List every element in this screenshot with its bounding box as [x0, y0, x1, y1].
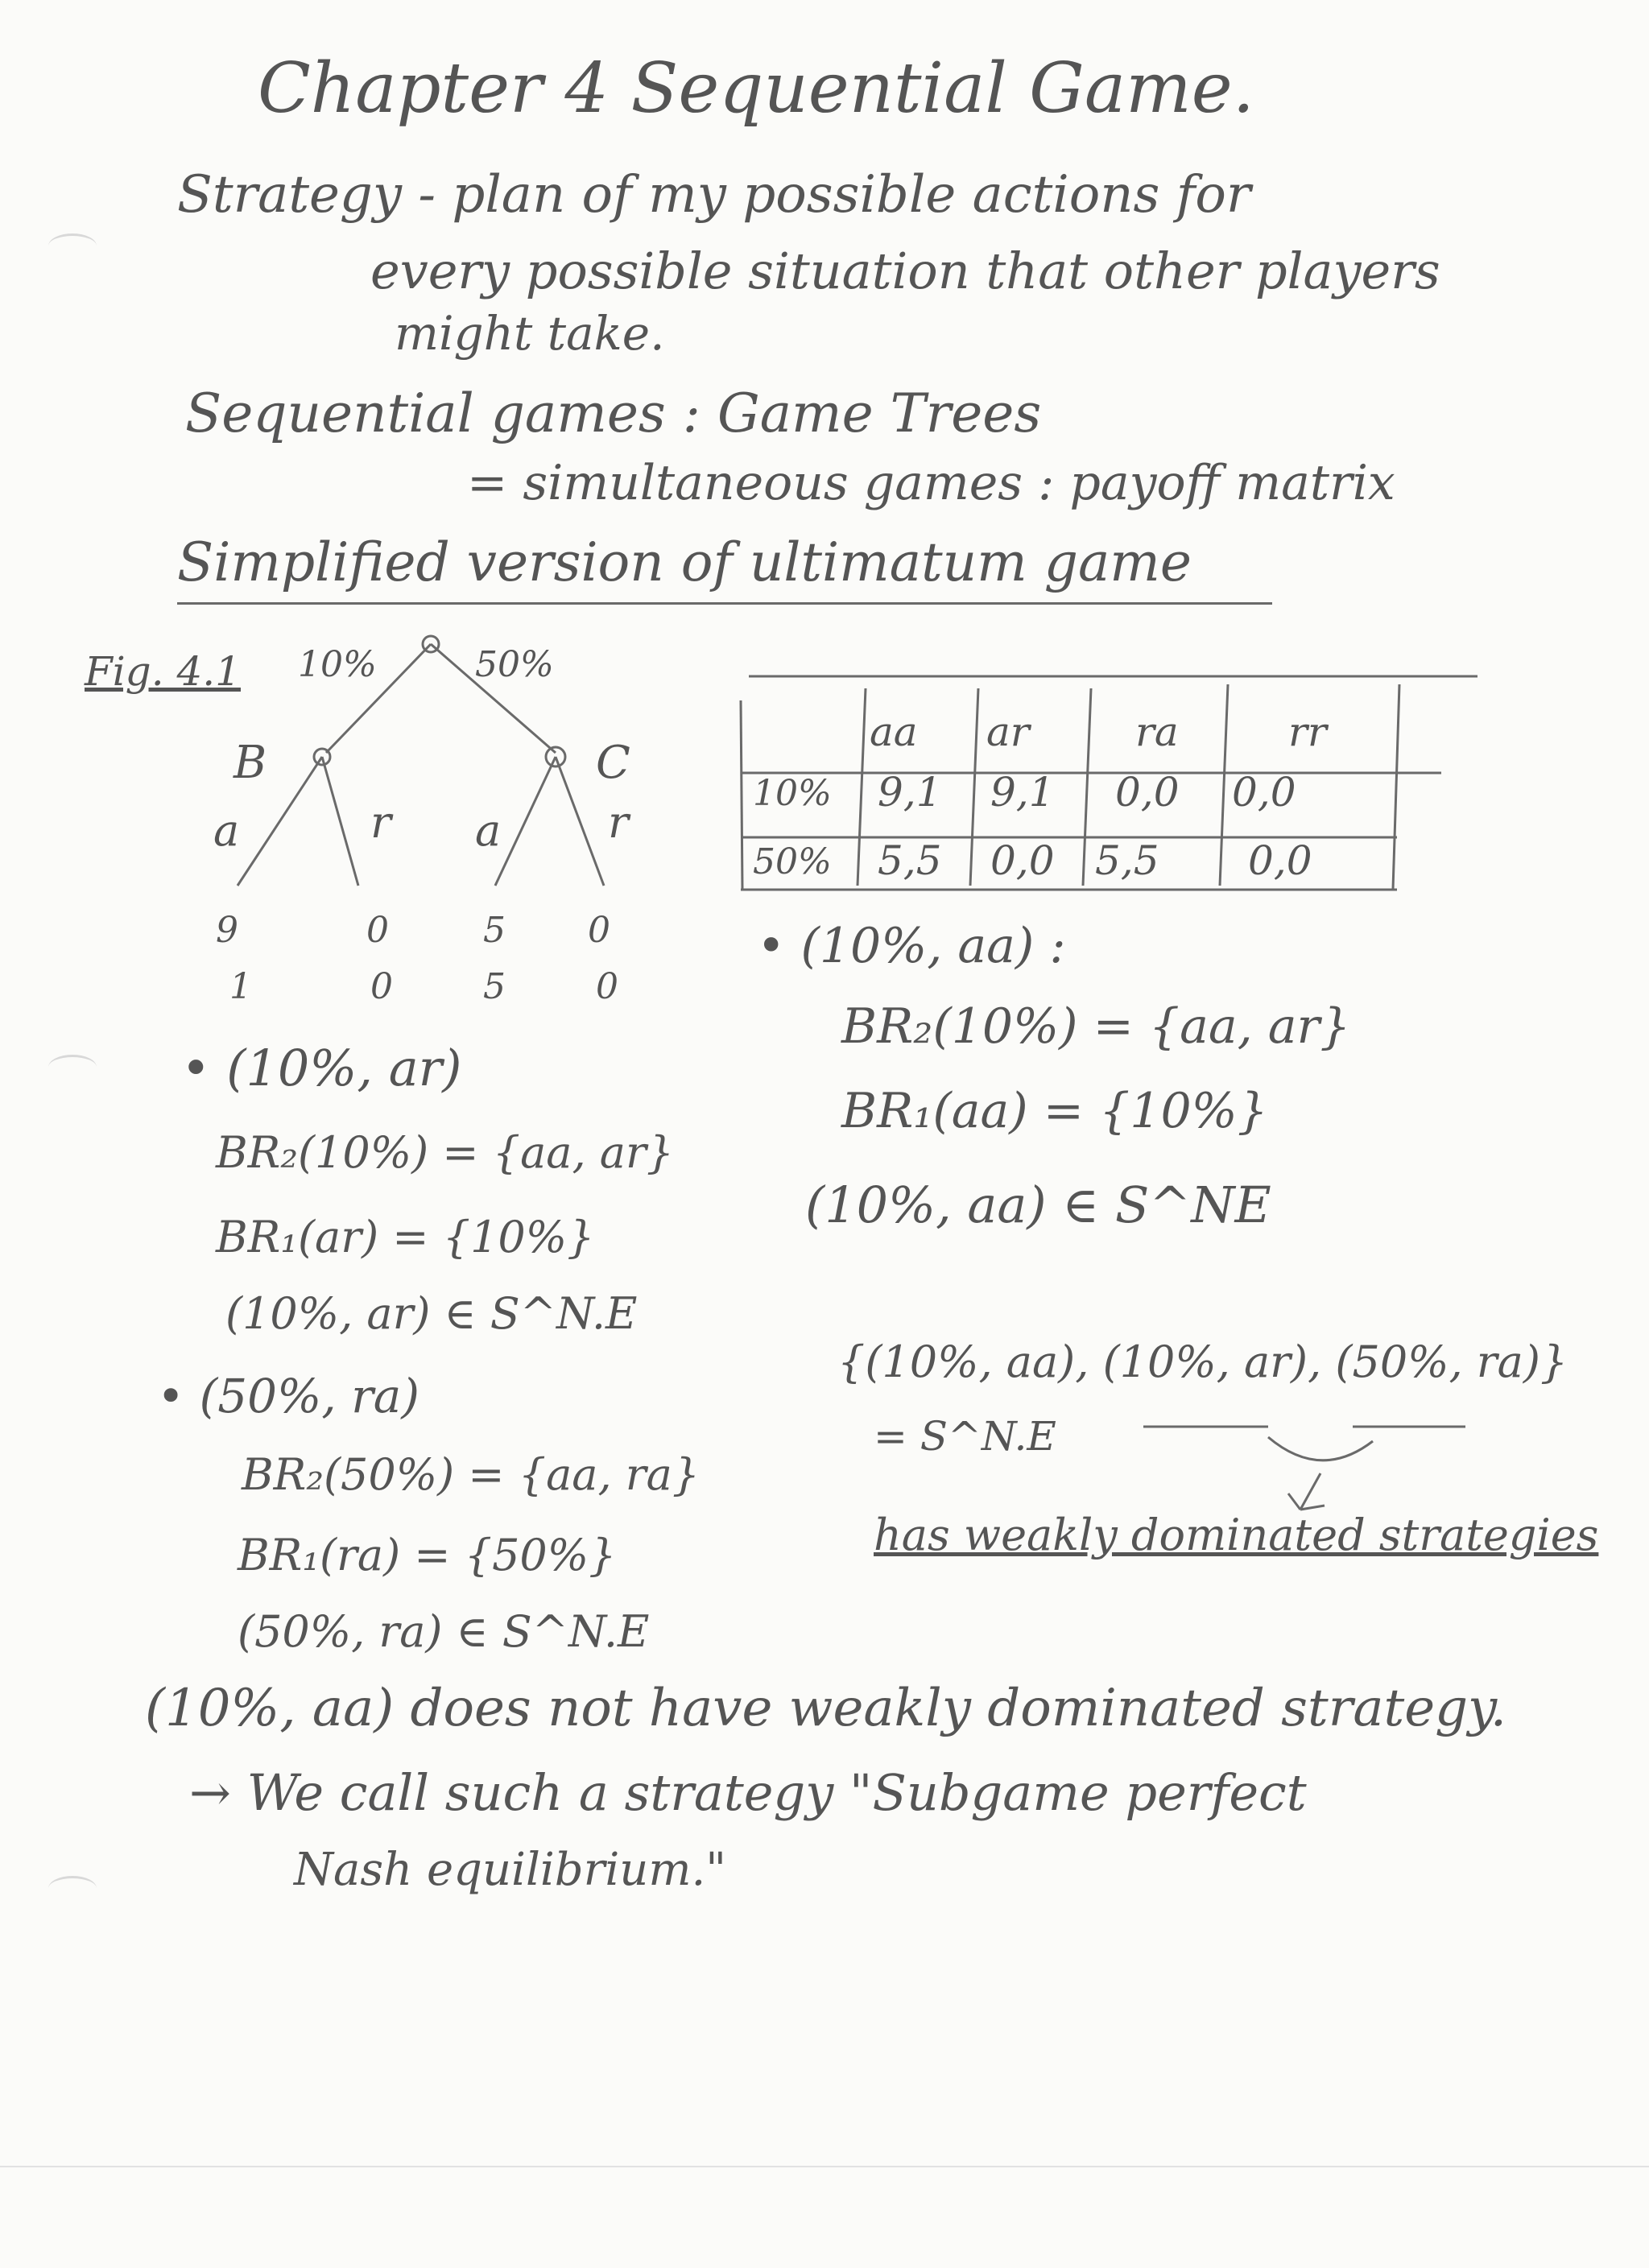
payoff-top-3: 5: [483, 910, 506, 951]
strategy-definition-line3: might take.: [395, 306, 665, 361]
comparison-line1: Sequential games : Game Trees: [185, 382, 1042, 444]
payoff-top-2: 0: [366, 910, 389, 951]
matrix-cell: 5,5: [878, 837, 942, 884]
page-bottom-edge: [0, 2166, 1649, 2167]
matrix-cell: 0,0: [1248, 837, 1312, 884]
game-tree: [0, 0, 725, 370]
tree-left-r: r: [370, 797, 391, 848]
left-analysis-line: (50%, ra) ∈ S^N.E: [238, 1606, 650, 1657]
tree-left-a: a: [213, 805, 240, 856]
node-c: [546, 747, 565, 766]
conclusion-line2: → We call such a strategy "Subgame perfect: [189, 1763, 1307, 1822]
matrix-col-aa: aa: [870, 708, 918, 755]
equilibria-set: {(10%, aa), (10%, ar), (50%, ra)}: [837, 1336, 1568, 1387]
left-analysis-line: • (10%, ar): [181, 1039, 462, 1097]
right-analysis-line: BR₂(10%) = {aa, ar}: [841, 998, 1351, 1055]
conclusion-line3: Nash equilibrium.": [294, 1844, 727, 1896]
payoff-bottom-4: 0: [596, 966, 618, 1007]
payoff-bottom-1: 1: [229, 966, 252, 1007]
branch-c-a: [495, 757, 556, 886]
strategy-definition-line2: every possible situation that other players: [370, 242, 1440, 300]
payoff-top-1: 9: [216, 910, 238, 951]
binder-hole: [48, 1876, 97, 1901]
page-title: Chapter 4 Sequential Game.: [258, 48, 1254, 129]
tree-label-50: 50%: [475, 644, 554, 685]
payoff-top-4: 0: [588, 910, 610, 951]
payoff-bottom-3: 5: [483, 966, 506, 1007]
conclusion-line1: (10%, aa) does not have weakly dominated strategy.: [145, 1679, 1507, 1738]
matrix-col-ra: ra: [1135, 708, 1179, 755]
left-analysis-line: BR₂(10%) = {aa, ar}: [216, 1127, 675, 1178]
matrix-row-label: 50%: [753, 841, 832, 882]
strategy-definition-line1: Strategy - plan of my possible actions for: [177, 165, 1251, 225]
tree-label-10: 10%: [298, 644, 377, 685]
tree-right-r: r: [608, 797, 629, 848]
matrix-row-label: 10%: [753, 773, 832, 814]
right-analysis-line: • (10%, aa) :: [757, 918, 1066, 974]
binder-hole: [48, 1055, 97, 1080]
root-node: [423, 636, 439, 652]
matrix-col-rr: rr: [1288, 708, 1327, 755]
matrix-cell: 0,0: [990, 837, 1055, 884]
matrix-cell: 9,1: [878, 769, 942, 816]
section-heading: Simplified version of ultimatum game: [177, 531, 1192, 593]
branch-b-r: [322, 757, 358, 886]
right-analysis-line: BR₁(aa) = {10%}: [841, 1083, 1268, 1139]
left-analysis-line: • (50%, ra): [157, 1369, 419, 1423]
matrix-col-ar: ar: [986, 708, 1030, 755]
matrix-cell: 9,1: [990, 769, 1055, 816]
right-analysis-line: (10%, aa) ∈ S^NE: [805, 1175, 1271, 1234]
equilibria-eq: = S^N.E: [874, 1413, 1056, 1460]
left-analysis-line: BR₁(ar) = {10%}: [216, 1212, 595, 1262]
matrix-cell: 0,0: [1232, 769, 1296, 816]
matrix-cell: 0,0: [1115, 769, 1180, 816]
left-analysis-line: BR₁(ra) = {50%}: [238, 1530, 617, 1580]
comparison-line2: = simultaneous games : payoff matrix: [467, 455, 1395, 511]
equilibria-note: has weakly dominated strategies: [874, 1510, 1599, 1560]
node-b: [314, 749, 330, 765]
tree-node-b: B: [234, 737, 267, 789]
left-analysis-line: (10%, ar) ∈ S^N.E: [225, 1288, 638, 1339]
figure-label: Fig. 4.1: [85, 648, 241, 695]
tree-node-c: C: [596, 737, 630, 789]
payoff-bottom-2: 0: [370, 966, 393, 1007]
matrix-cell: 5,5: [1095, 837, 1159, 884]
heading-underline: [177, 602, 1272, 605]
left-analysis-line: BR₂(50%) = {aa, ra}: [242, 1449, 701, 1500]
tree-right-a: a: [475, 805, 502, 856]
